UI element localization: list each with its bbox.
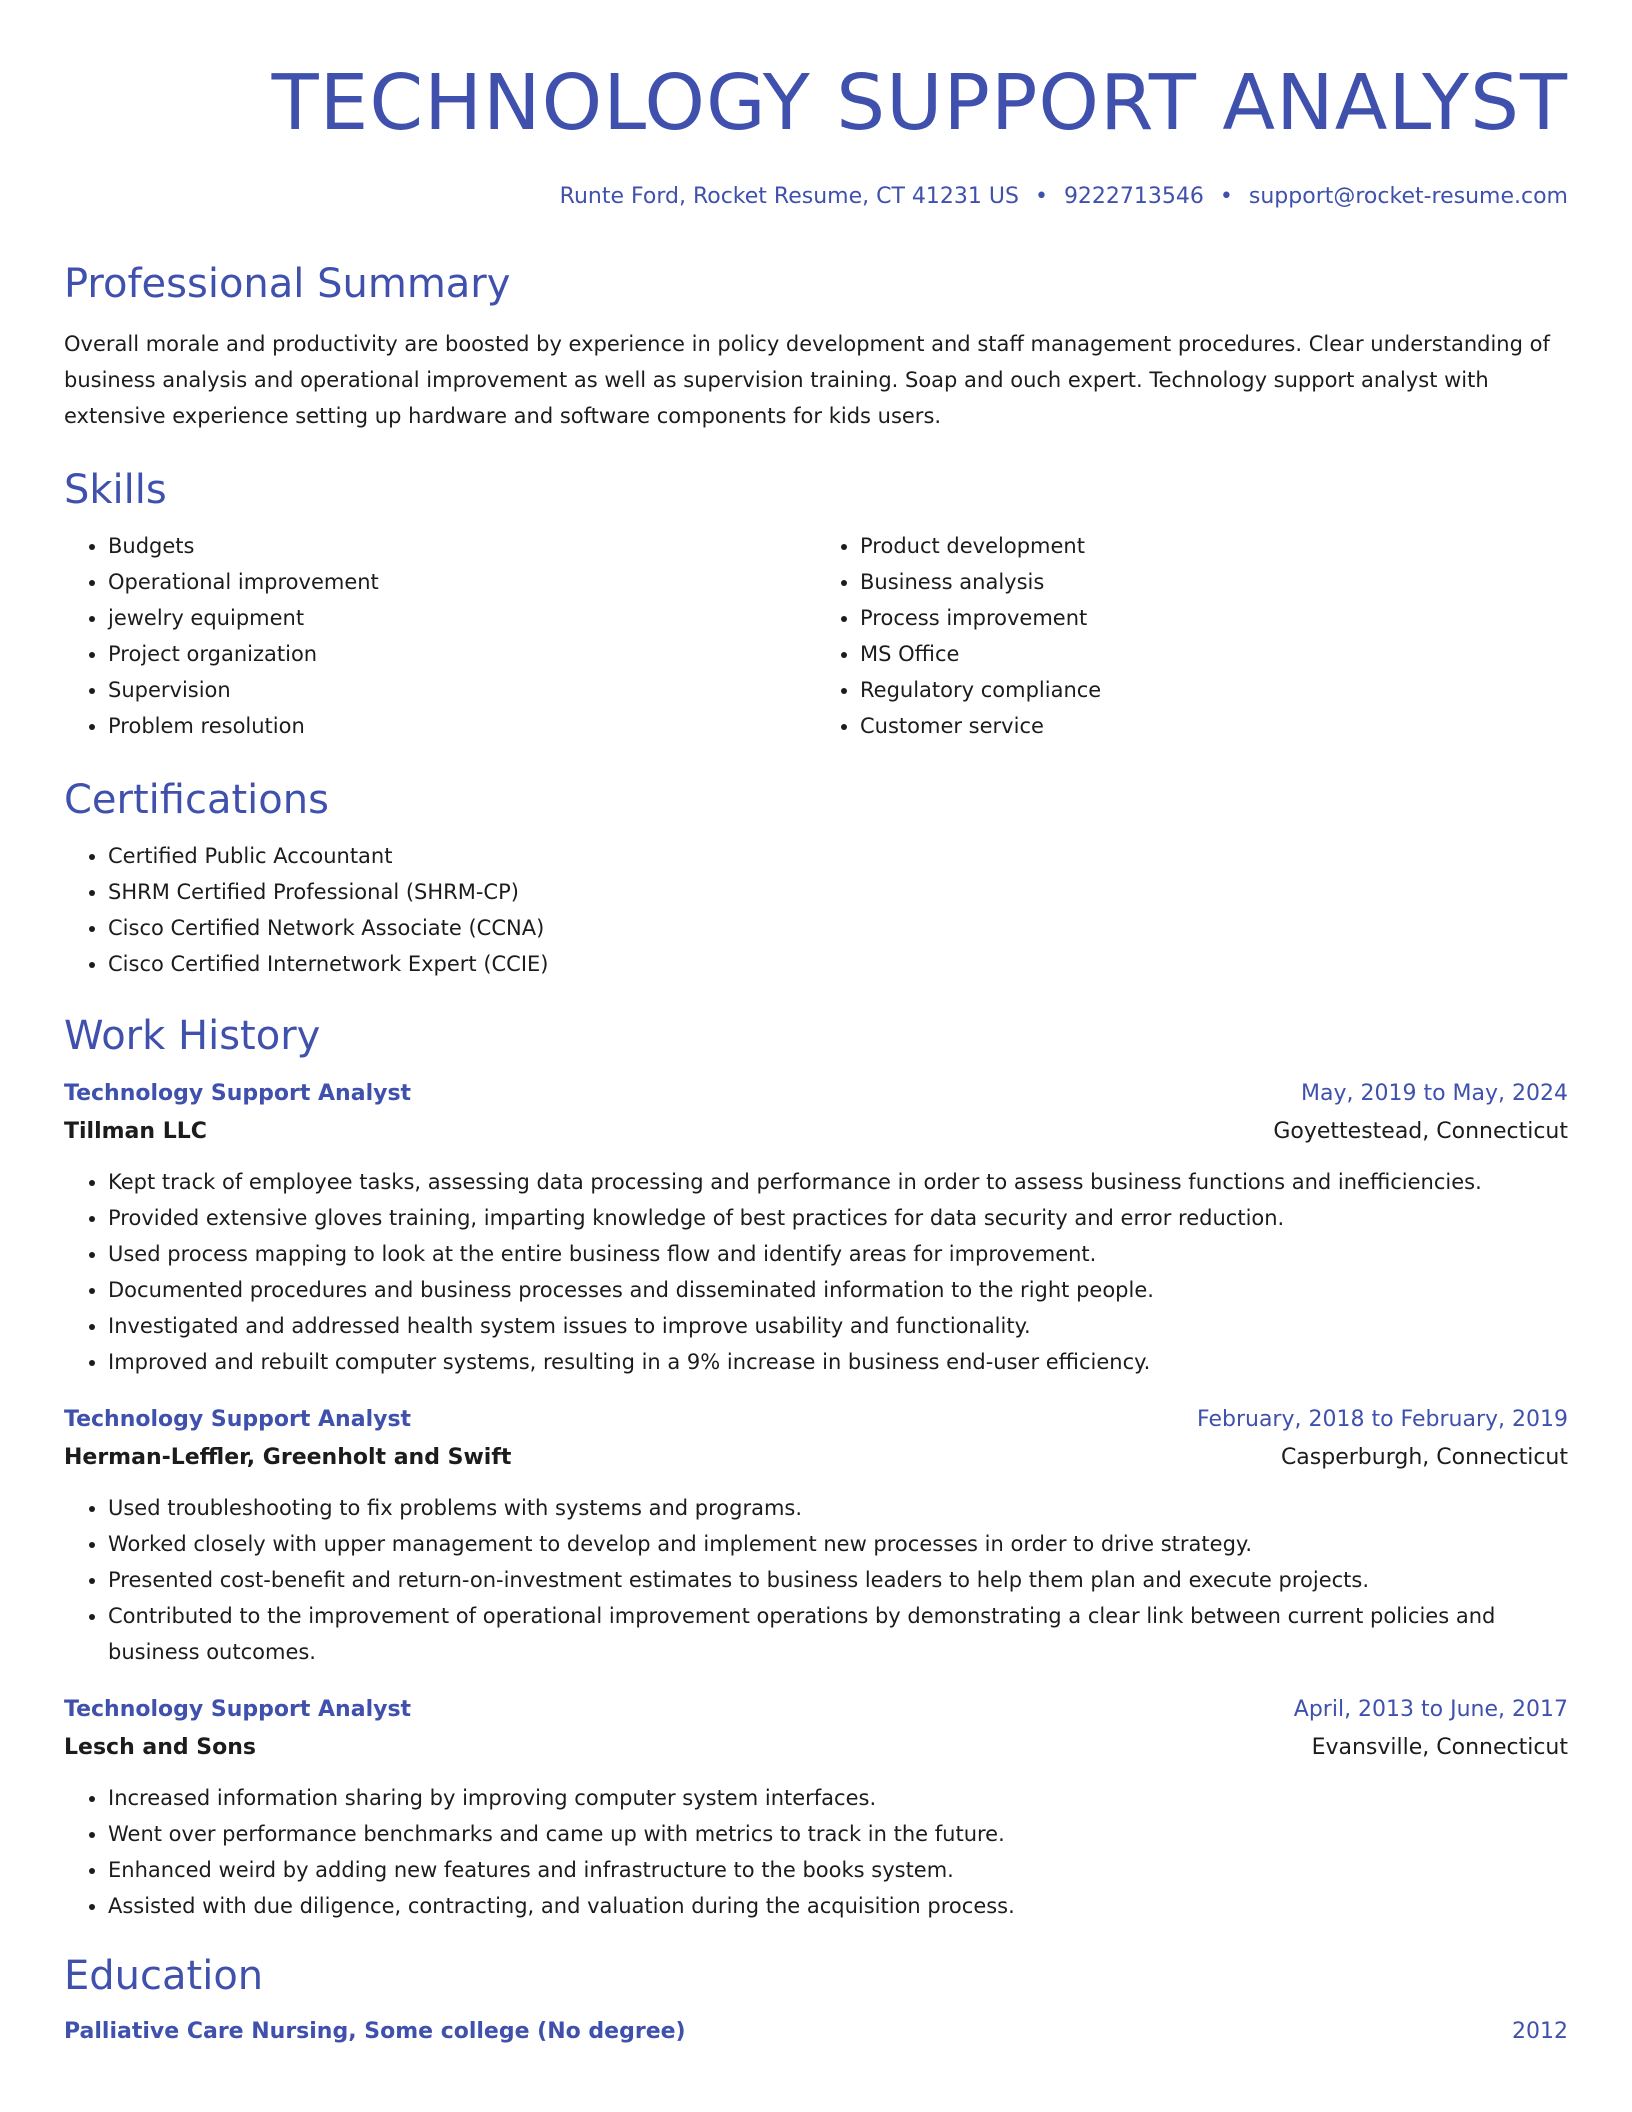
resume-page — [64, 0, 1568, 2052]
job-bullets — [64, 1490, 1568, 1670]
skill-item: • Regulatory compliance — [860, 672, 1568, 708]
job-company-row — [64, 1440, 1568, 1476]
job-entry — [64, 1074, 1568, 1380]
job-bullet: • Increased information sharing by improving computer system interfaces. — [108, 1780, 1568, 1816]
job-entry — [64, 1690, 1568, 1924]
job-bullet: • Presented cost-benefit and return-on-investment estimates to business leaders to help them plan and execute projects. — [108, 1562, 1568, 1598]
job-bullet: • Enhanced weird by adding new features and infrastructure to the books system. — [108, 1852, 1568, 1888]
job-bullet: • Went over performance benchmarks and came up with metrics to track in the future. — [108, 1816, 1568, 1852]
contact-address: Runte Ford, Rocket Resume, CT 41231 US — [559, 184, 1019, 209]
certification-item: • Cisco Certified Internetwork Expert (CCIE) — [108, 946, 1568, 982]
education-entry — [64, 2012, 1568, 2052]
work-history-heading: Work History — [64, 1013, 321, 1059]
job-entry — [64, 1400, 1568, 1670]
skill-item: • jewelry equipment — [108, 600, 816, 636]
skill-item: • Budgets — [108, 528, 816, 564]
contact-phone: 9222713546 — [1063, 184, 1204, 209]
skill-item: • Customer service — [860, 708, 1568, 744]
job-dates: April, 2013 to June, 2017 — [1293, 1697, 1568, 1722]
job-dates: February, 2018 to February, 2019 — [1197, 1407, 1568, 1432]
contact-separator: • — [1034, 184, 1048, 209]
skills-heading: Skills — [64, 467, 167, 513]
skills-list-left — [64, 528, 816, 744]
job-bullet: • Used process mapping to look at the entire business flow and identify areas for improvement. — [108, 1236, 1568, 1272]
job-bullet: • Worked closely with upper management to develop and implement new processes in order to drive strategy. — [108, 1526, 1568, 1562]
certifications-heading: Certifications — [64, 777, 329, 823]
job-bullet: • Contributed to the improvement of operational improvement operations by demonstrating a clear link between current policies and business outcomes. — [108, 1598, 1568, 1670]
skill-item: • MS Office — [860, 636, 1568, 672]
job-bullet: • Provided extensive gloves training, imparting knowledge of best practices for data security and error reduction. — [108, 1200, 1568, 1236]
education-year: 2012 — [1512, 2019, 1568, 2044]
job-title: Technology Support Analyst — [64, 1697, 412, 1722]
certification-item: • Certified Public Accountant — [108, 838, 1568, 874]
job-bullet: • Improved and rebuilt computer systems, resulting in a 9% increase in business end-user efficiency. — [108, 1344, 1568, 1380]
education-title: Palliative Care Nursing, Some college (No degree) — [64, 2019, 686, 2044]
job-company: Lesch and Sons — [64, 1735, 257, 1760]
job-bullets — [64, 1780, 1568, 1924]
skill-item: • Operational improvement — [108, 564, 816, 600]
job-bullet: • Used troubleshooting to fix problems with systems and programs. — [108, 1490, 1568, 1526]
job-location: Evansville, Connecticut — [1311, 1735, 1568, 1760]
contact-separator: • — [1219, 184, 1233, 209]
skill-item: • Business analysis — [860, 564, 1568, 600]
job-dates: May, 2019 to May, 2024 — [1301, 1081, 1568, 1106]
job-location: Casperburgh, Connecticut — [1280, 1445, 1568, 1470]
job-location: Goyettestead, Connecticut — [1273, 1119, 1568, 1144]
job-bullet: • Assisted with due diligence, contracting, and valuation during the acquisition process. — [108, 1888, 1568, 1924]
skill-item: • Process improvement — [860, 600, 1568, 636]
skill-item: • Supervision — [108, 672, 816, 708]
job-header-row — [64, 1690, 1568, 1730]
skill-item: • Product development — [860, 528, 1568, 564]
certifications-list — [64, 838, 1568, 982]
summary-heading: Professional Summary — [64, 261, 511, 307]
summary-text: Overall morale and productivity are boosted by experience in policy development and staff management procedures. Clear understanding of business analysis and operational improvement as well as supervision training. Soap and ouch expert. Technology support analyst with extensive experience setting up hardware and software components for kids users. — [64, 332, 1550, 428]
job-bullets — [64, 1164, 1568, 1380]
job-header-row — [64, 1400, 1568, 1440]
job-title: Technology Support Analyst — [64, 1407, 412, 1432]
job-header-row — [64, 1074, 1568, 1114]
certification-item: • SHRM Certified Professional (SHRM-CP) — [108, 874, 1568, 910]
resume-title: TECHNOLOGY SUPPORT ANALYST — [271, 59, 1568, 148]
contact-email: support@rocket-resume.com — [1248, 184, 1568, 209]
job-bullet: • Documented procedures and business processes and disseminated information to the right people. — [108, 1272, 1568, 1308]
job-company: Herman-Leffler, Greenholt and Swift — [64, 1445, 512, 1470]
skill-item: • Project organization — [108, 636, 816, 672]
contact-line — [64, 182, 1568, 212]
job-bullet: • Investigated and addressed health system issues to improve usability and functionality. — [108, 1308, 1568, 1344]
job-company-row — [64, 1730, 1568, 1766]
certification-item: • Cisco Certified Network Associate (CCNA) — [108, 910, 1568, 946]
job-company-row — [64, 1114, 1568, 1150]
education-heading: Education — [64, 1953, 264, 1999]
skills-columns — [64, 528, 1568, 744]
skills-list-right — [816, 528, 1568, 744]
job-bullet: • Kept track of employee tasks, assessing data processing and performance in order to assess business functions and inefficiencies. — [108, 1164, 1568, 1200]
job-company: Tillman LLC — [64, 1119, 207, 1144]
skill-item: • Problem resolution — [108, 708, 816, 744]
job-title: Technology Support Analyst — [64, 1081, 412, 1106]
